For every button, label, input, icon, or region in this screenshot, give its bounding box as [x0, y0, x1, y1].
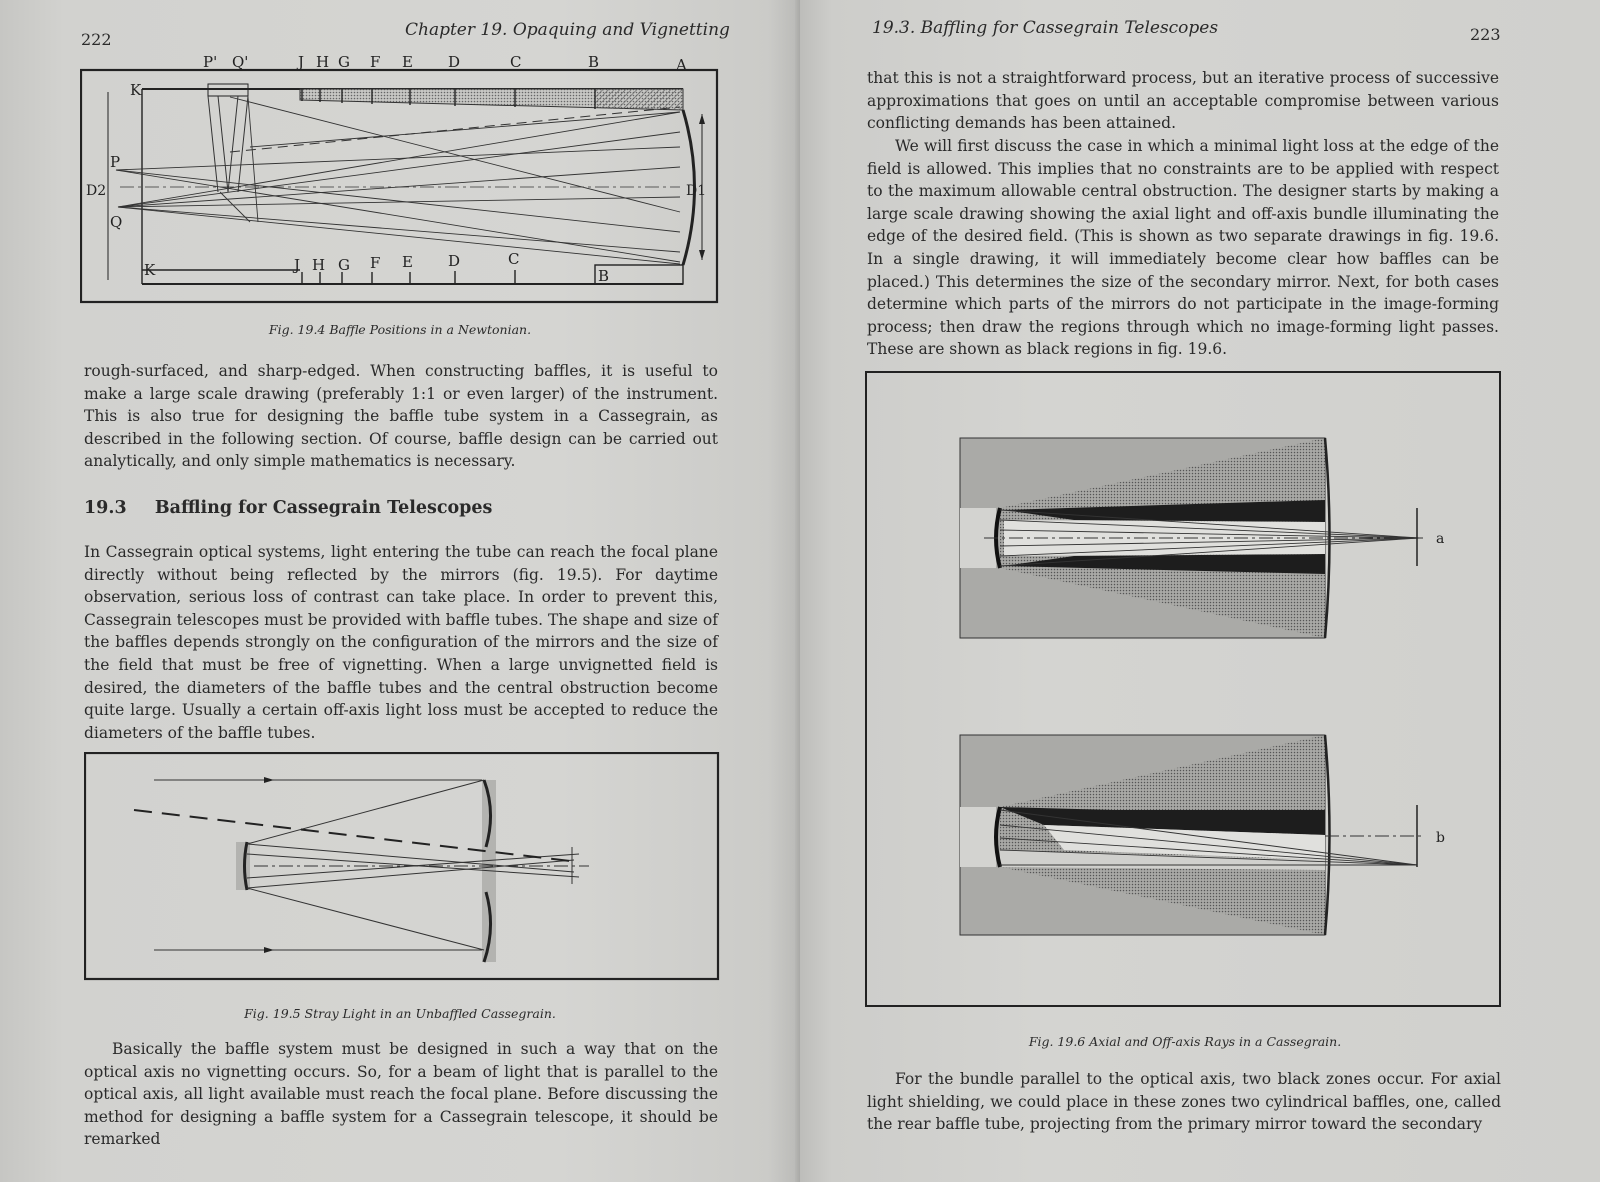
fig-label-c-top: C	[510, 53, 522, 71]
fig-label-c-bottom: C	[508, 250, 520, 268]
fig-label-d-top: D	[448, 53, 461, 71]
fig-label-k-top: K	[130, 81, 142, 99]
figure-19-4-newtonian-diagram	[80, 52, 720, 307]
body-paragraph-right-2: We will first discuss the case in which a minimal light loss at the edge of the field is allowed. This implies that no constraints are to be applied with respect to the maximum allowable central obstruction. The designer starts by making a large scale drawing showing the axial light and off-axis bundle illuminating the edge of the desired field. (This is shown as two separate drawings in fig. 19.6. In a single drawing, it will immediately become clear how baffles can be placed.) This determines the size of the secondary mirror. Next, for both cases determine which parts of the mirrors do not participate in the image-forming process; then draw the regions through which no image-forming light passes. These are shown as black regions in fig. 19.6.	[867, 137, 1499, 359]
diagram-a	[960, 438, 1444, 638]
diagram-b	[960, 735, 1445, 935]
running-header-right: 19.3. Baffling for Cassegrain Telescopes	[872, 18, 1219, 38]
fig-label-h-bottom: H	[312, 256, 326, 274]
fig-label-p-prime: P'	[203, 53, 218, 71]
label-b: b	[1436, 830, 1445, 846]
right-page	[800, 0, 1600, 1182]
fig-label-b-top: B	[588, 53, 600, 71]
body-paragraph-left-3: Basically the baffle system must be designed in such a way that on the optical axis no vignetting occurs. So, for a beam of light that is parallel to the optical axis, all light available must reach the focal plane. Before discussing the method for designing a baffle system for a Cassegrain telescope, it should be remarked	[84, 1040, 718, 1149]
label-a: a	[1436, 531, 1445, 547]
fig-label-g-top: G	[338, 53, 350, 71]
body-paragraph-left-1: rough-surfaced, and sharp-edged. When constructing baffles, it is useful to make a large scale drawing (preferably 1:1 or even larger) of the instrument. This is also true for designing the baffle tube system in a Cassegrain, as described in the following section. Of course, baffle design can be carried out analytically, and only simple mathematics is necessary.	[84, 362, 718, 471]
page-number-right: 223	[1470, 25, 1501, 44]
page-number-left: 222	[81, 30, 112, 49]
fig-label-k-bottom: K	[144, 261, 156, 279]
figure-19-6-caption: Fig. 19.6 Axial and Off-axis Rays in a Cassegrain.	[1028, 1034, 1342, 1049]
section-number: 19.3	[84, 498, 127, 518]
figure-19-4-caption: Fig. 19.4 Baffle Positions in a Newtonian.	[268, 322, 532, 337]
body-paragraph-left-2: In Cassegrain optical systems, light entering the tube can reach the focal plane directly without being reflected by the mirrors (fig. 19.5). For daytime observation, serious loss of contrast can take place. In order to prevent this, Cassegrain telescopes must be provided with baffle tubes. The shape and size of the baffles depends strongly on the configuration of the mirrors and the size of the field that must be free of vignetting. When a large unvignetted field is desired, the diameters of the baffle tubes and the central obstruction become quite large. Usually a certain off-axis light loss must be accepted to reduce the diameters of the baffle tubes.	[84, 543, 718, 742]
fig-label-j-bottom: J	[294, 256, 301, 274]
running-header-left: Chapter 19. Opaquing and Vignetting	[405, 20, 730, 40]
fig-label-e-bottom: E	[402, 253, 413, 271]
figure-19-5-caption: Fig. 19.5 Stray Light in an Unbaffled Cassegrain.	[244, 1006, 556, 1021]
body-paragraph-right-1: that this is not a straightforward process, but an iterative process of successive approximations that goes on until an acceptable compromise between various conflicting demands has been attained.	[867, 69, 1499, 133]
fig-label-a-top: A	[676, 56, 687, 74]
fig-label-d-bottom: D	[448, 252, 461, 270]
section-heading	[84, 498, 492, 518]
fig-label-d2: D2	[86, 183, 107, 199]
fig-label-h-top: H	[316, 53, 330, 71]
fig-label-g-bottom: G	[338, 256, 350, 274]
body-paragraph-right-3: For the bundle parallel to the optical axis, two black zones occur. For axial light shielding, we could place in these zones two cylindrical baffles, one, called the rear baffle tube, projecting from the primary mirror toward the secondary	[867, 1070, 1501, 1134]
fig-label-e-top: E	[402, 53, 413, 71]
section-title: Baffling for Cassegrain Telescopes	[154, 498, 493, 518]
fig-label-d1: D1	[686, 183, 707, 199]
figure-19-5-cassegrain-diagram	[84, 752, 720, 982]
fig-label-f-bottom: F	[370, 254, 381, 272]
fig-label-b-bottom: B	[598, 267, 610, 285]
fig-label-q-prime: Q'	[232, 53, 249, 71]
figure-19-6-ray-diagram	[864, 370, 1504, 1010]
fig-label-p: P	[110, 153, 121, 171]
fig-label-f-top: F	[370, 53, 381, 71]
fig-label-j-top: J	[298, 53, 305, 71]
fig-label-q: Q	[110, 213, 123, 231]
